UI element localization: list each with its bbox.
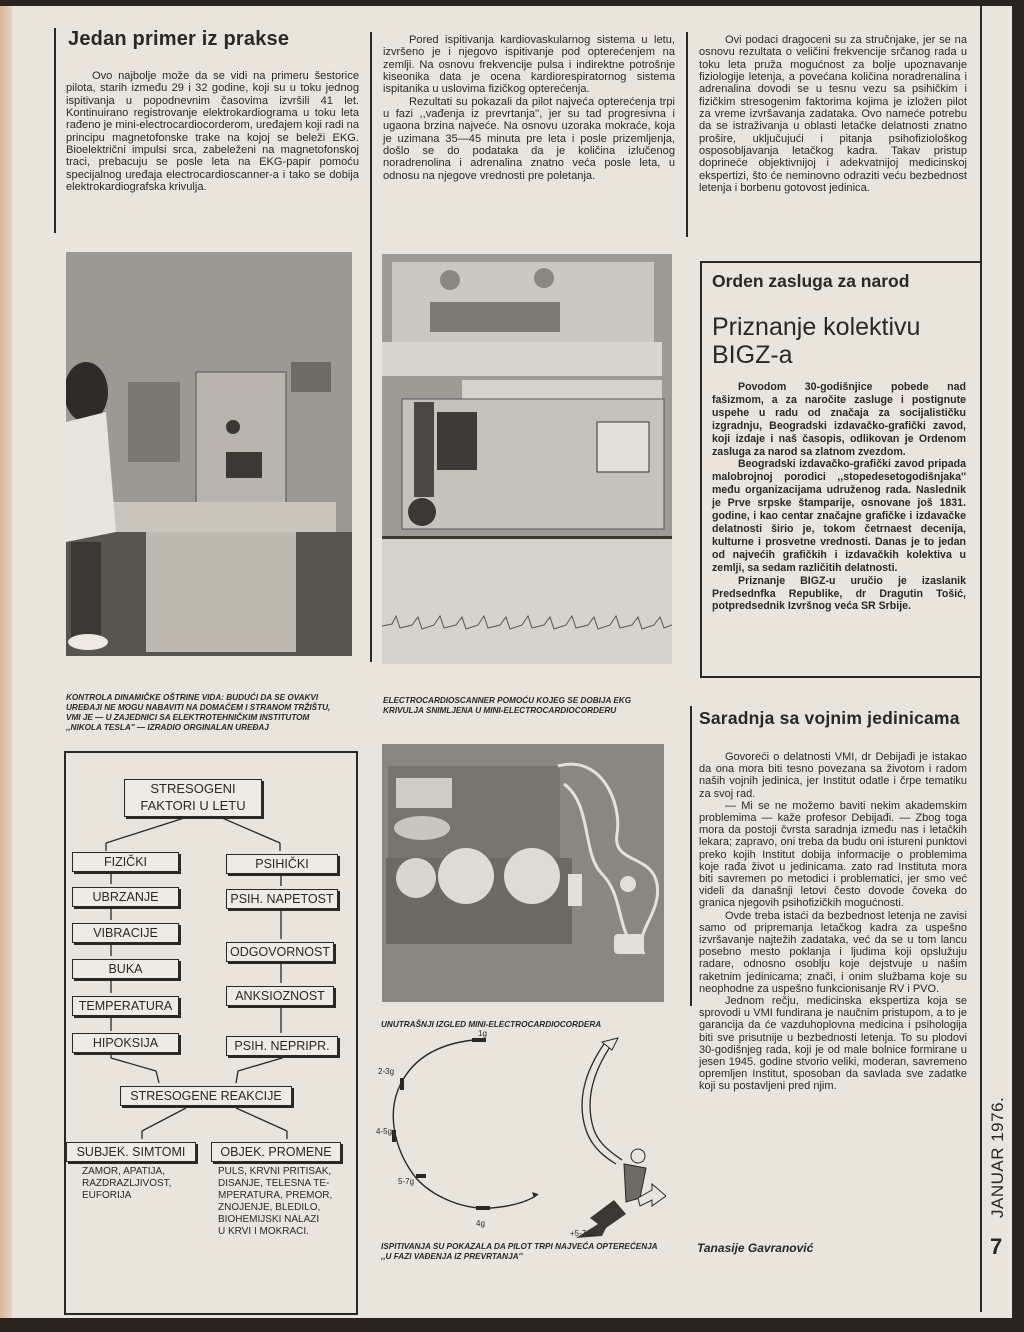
paragraph: Ovo najbolje može da se vidi na primeru šestorice pilota, starih između 29 i 32 godine, koji su u toku jednog ispitivanja u popodnevnim časovima izvršili 41 let. Kontinuirano registrovanje elektrokardiograma u toku leta rađeno je mini-electrocardiocorderom, uređajem koji radi na principu magnetofonske trake na kojoj se beleži EKG. Bioelektrični impulsi srca, zabeleženi na magnetofonskoj traci, prebacuju se posle leta na EKG-papir pomoću specijalnog uređaja electrocardioscanner-a i tako se dobija elektrokardiografska krivulja. <box>66 70 359 194</box>
diagram-box-top <box>124 779 262 817</box>
g-label: 1g <box>478 1030 487 1038</box>
diagram-box-left-item: UBRZANJE <box>72 887 179 907</box>
diagram-label: FAKTORI U LETU <box>140 798 246 813</box>
diagram-box-right-item: PSIH. NEPRIPR. <box>226 1036 338 1056</box>
award-title: Priznanje kolektivu BIGZ-a <box>712 313 921 369</box>
g-label: +5-7Gz <box>570 1229 597 1238</box>
diagram-text-line: EUFORIJA <box>82 1190 132 1201</box>
diagram-text-line: DISANJE, TELESNA TE- <box>218 1178 330 1189</box>
diagram-text-line: ZNOJENJE, BLEDILO, <box>218 1202 321 1213</box>
stress-diagram <box>64 751 358 1315</box>
diagram-box-right-item: PSIH. NAPETOST <box>226 889 338 909</box>
page-number: 7 <box>990 1234 1003 1259</box>
column-rule <box>686 32 688 237</box>
diagram-text-line: PULS, KRVNI PRITISAK, <box>218 1166 332 1177</box>
diagram-box-subjective: SUBJEK. SIMTOMI <box>66 1142 196 1162</box>
article-text-col2 <box>383 34 675 182</box>
diagram-text-line: BIOHEMIJSKI NALAZI <box>218 1214 320 1225</box>
article-title: Jedan primer iz prakse <box>68 28 290 50</box>
column-rule <box>54 28 56 233</box>
diagram-text-line: U KRVI I MOKRACI. <box>218 1226 309 1237</box>
photo-caption: ELECTROCARDIOSCANNER POMOĆU KOJEG SE DOBIJA EKG KRIVULJA SNIMLJENA U MINI-ELECTROCARDIOCORDERU <box>383 696 632 715</box>
photo-caption: ISPITIVANJA SU POKAZALA DA PILOT TRPI NAJVEĆA OPTEREĆENJA ,,U FAZI VAĐENJA IZ PREVRTANJA'' <box>381 1242 658 1261</box>
diagram-subjective-text <box>82 1166 192 1202</box>
page-edge <box>0 6 12 1318</box>
diagram-text-line: MPERATURA, PREMOR, <box>218 1190 333 1201</box>
paragraph: Priznanje BIGZ-u uručio je izaslanik Predsednfka Republike, dr Dragutin Tošić, potpredsednik Izvršnog veća SR Srbije. <box>712 574 966 613</box>
photo-electrocardioscanner <box>382 254 672 664</box>
award-text <box>712 381 966 613</box>
column-rule <box>690 706 692 1006</box>
magazine-page <box>0 6 1012 1318</box>
g-label: 4g <box>476 1219 485 1228</box>
photo-vision-device <box>66 252 352 656</box>
article-text-col1 <box>66 70 359 193</box>
paragraph: Beogradski izdavačko-grafički zavod pripada malobrojnoj porodici ,,stopedesetogodišnjaka'' među organizacijama udruženog rada. Naslednik je Prve srpske štamparije, osnovane još 1831. godine, i kao centar značajne grafičke i izdavačke delatnosti širio je, tokom četrnaest decenija, kulturne i prosvetne vrednosti. Danas je to jedan od najvećih grafičkih i izdavačkih kolektiva u zemlji, sa sedam različitih delatnosti. <box>712 458 966 574</box>
paragraph: — Mi se ne možemo baviti nekim akademskim problemima — kaže profesor Debijađi. — Zbog toga mora da postoji čvrsta saradnja između nas i letačkih lekara; zapravo, oni treba da budu oni istureni punktovi preko kojih Institut dobija informacije o problemima koje rađa život u jedinicama. zato rad Instituta mora biti savremen po metodici i problematici, jer smo već videli da današnji letovi često dovode čoveka do granica njegovih psihofizičkih mogućnosti. <box>699 799 967 910</box>
diagram-box-right-item: ANKSIOZNOST <box>226 986 334 1006</box>
diagram-text-line: RAZDRAZLJIVOST, <box>82 1178 172 1189</box>
diagram-box-right-item: ODGOVORNOST <box>226 942 334 962</box>
issue-date: JANUAR 1976. <box>988 1096 1007 1218</box>
loop-maneuver-illustration <box>376 1030 666 1240</box>
g-label: 2-3g <box>378 1067 395 1076</box>
section-text <box>699 751 967 1093</box>
diagram-box-objective: OBJEK. PROMENE <box>211 1142 341 1162</box>
diagram-box-left-item: VIBRACIJE <box>72 923 179 943</box>
paragraph: Ovde treba istaći da bezbednost letenja ne zavisi samo od pripremanja letačkog kadra za uspešno izvršavanje najtežih zadataka, već da se u tom lancu posebno mesto poklanja i ljudima koji opslužuju radare, odnosno osoblju koje dejstvuje u našim raketnim jedinicama; znači, i onim službama koje su neophodne za uspešno funkcionisanje RV i PVO. <box>699 909 967 995</box>
author-byline: Tanasije Gavranović <box>697 1241 814 1255</box>
paragraph: Ovi podaci dragoceni su za stručnjake, jer se na osnovu rezultata o veličini frekvencije srčanog rada u toku leta pruža mogućnost za bolje upoznavanje fiziologije letenja, a povećana količina noradrenalina i adrenalina dovodi se u tesnu vezu sa psihičkim i fizičkim stresogenim faktorima kojima je izložen pilot za vreme izvršavanja zadataka. Ovo nameće potrebu da se istraživanja u oblasti letačke delatnosti znatno prošire, uključujući i pitanja psihofiziološkog osposobljavanja letačkog kadra. Takav pristup doprineće objektivnijoj i adekvatnijoj medicinskoj ekspertizi, što će neminovno odraziti veću bezbednost letenja i borbenu gotovost jedinica. <box>699 34 967 195</box>
award-box <box>700 261 982 678</box>
paragraph: Govoreći o delatnosti VMI, dr Debijađi je istakao da ona mora biti tesno povezana sa životom i radom naših vojnih jedinica, jer Institut odatle i črpe tematiku za svoj rad. <box>699 751 967 800</box>
paragraph: Jednom rečju, medicinska ekspertiza koja se sprovodi u VMI fundirana je naučnim pristupom, a to je garancija da će vazduhoplovna medicina i psihologija biti sve prisutnije u bezbednosti letenja. To su plodovi 30-godišnjeg rada, koji je od male bolnice formirane u jesen 1945. godine stvorio veliki, moderan, savremeno opremljen Institut, sposoban da savlada sve zadatke koji su postavljeni pred njim. <box>699 995 967 1093</box>
diagram-label: STRESOGENI <box>150 781 236 796</box>
section-title: Saradnja sa vojnim jedinicama <box>699 708 960 728</box>
award-kicker: Orden zasluga za narod <box>712 271 910 291</box>
g-label: 5-7g <box>398 1177 415 1186</box>
paragraph: Pored ispitivanja kardiovaskularnog sistema u letu, izvršeno je i njegovo ispitivanje pod opterećenjem na zemlji. Na osnovu frekvencije pulsa i indirektne potrošnje kiseonika data je ocena kardiorespiratornog sistema ispitanika u uslovima fizičkog opterećenja. <box>383 34 675 96</box>
diagram-box-psychological: PSIHIČKI <box>226 854 338 874</box>
article-text-col3 <box>699 34 967 194</box>
loop-arrows <box>376 1030 666 1240</box>
diagram-box-left-item: HIPOKSIJA <box>72 1033 179 1053</box>
photo-mini-electrocardiocorder <box>382 744 664 1002</box>
diagram-box-reactions: STRESOGENE REAKCIJE <box>120 1086 292 1106</box>
diagram-objective-text <box>218 1166 343 1238</box>
photo-caption: KONTROLA DINAMIČKE OŠTRINE VIDA: BUDUĆI DA SE OVAKVI UREĐAJI NE MOGU NABAVITI NA DOMAĆEM I STRANOM TRŽIŠTU, VMI JE — U ZAJEDNICI SA ELEKTROTEHNIČKIM INSTITUTOM ,,NIKOLA TESLA'' — IZRADIO ORGINALAN UREĐAJ <box>66 693 331 732</box>
photo-caption: UNUTRAŠNJI IZGLED MINI-ELECTROCARDIOCORDERA <box>381 1020 602 1029</box>
diagram-text-line: ZAMOR, APATIJA, <box>82 1166 165 1177</box>
paragraph: Povodom 30-godišnjice pobede nad fašizmom, a za naročite zasluge i postignute uspehe u radu od značaja za socijalističku izgradnju, Beogradski izdavačko-grafički zavod, koji izdaje i naš časopis, odlikovan je Ordenom zasluga za narod sa zlatnom zvezdom. <box>712 381 966 458</box>
diagram-box-left-item: BUKA <box>72 959 179 979</box>
g-label: 4-5g <box>376 1127 393 1136</box>
diagram-box-physical: FIZIČKI <box>72 852 179 872</box>
paragraph: Rezultati su pokazali da pilot najveća opterećenja trpi u fazi ,,vađenja iz prevrtanja'', jer su tad progresivna i ugaona brzina najveće. Na osnovu uzoraka mokraće, koja je uzimana 35—45 minuta pre leta i posle prizemljenja, došlo se do podataka da je količina izlučenog noradrenolina i adrenalina znatno veća posle leta, u odnosu na njegove vrednosti pre poletanja. <box>383 95 675 182</box>
diagram-box-left-item: TEMPERATURA <box>72 996 179 1016</box>
column-rule <box>370 32 372 662</box>
